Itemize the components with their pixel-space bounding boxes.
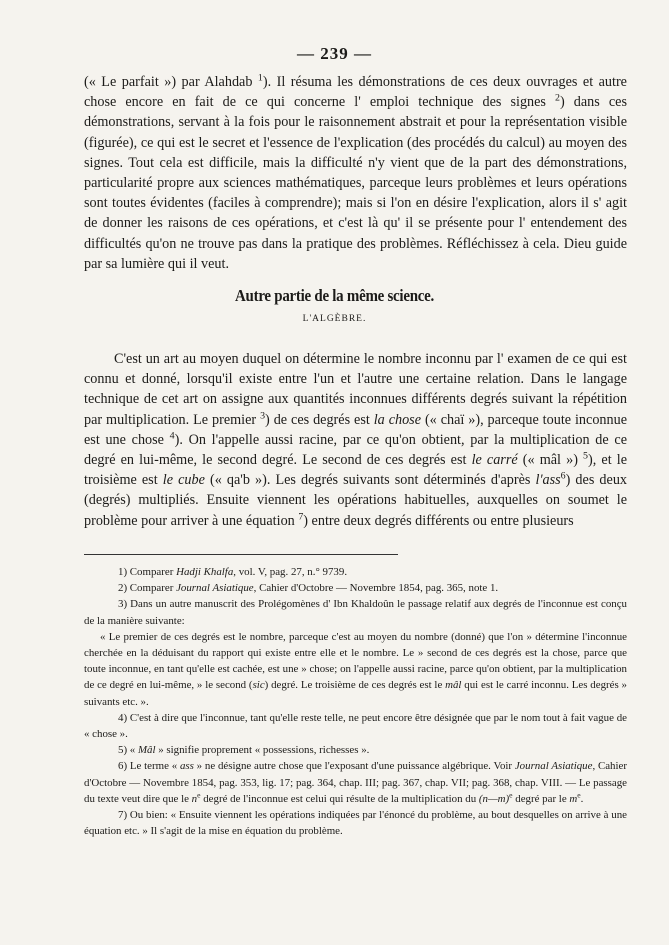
italic-term: la chose	[373, 411, 422, 428]
footnote-2	[84, 580, 627, 596]
paragraph-continuation	[84, 72, 627, 274]
footnote-ref-2: 2	[555, 92, 560, 104]
section-subheading: L'ALGÈBRE.	[302, 314, 367, 324]
footnote-ref-1: 1	[257, 72, 263, 84]
text-run: ) dans ces démonstrations, servant à la fois pour le raisonnement abstrait et pour la représentation visible (figurée), ce qui est le secret et l'essence de l'explication (des procédés du calcul) au moyen des signes. Tout cela est difficile, mais la difficulté n'y vient que de la part des démonstrations, particularité propre aux sciences mathématiques, parceque leurs problèmes et leurs opérations sont toutes évidentes (faciles à comprendre); mais si l'on en désire l'explication, alors il s' agit de donner les raisons de ces opérations, et c'est là qu' il se présente pour l' entendement des difficultés qu'on ne trouve pas dans la pratique des problèmes. Réfléchissez à cela. Dieu guide par sa lumière qui il veut.	[84, 94, 627, 272]
superscript: e	[197, 790, 201, 800]
text-run: ) entre deux degrés différents ou entre plusieurs	[303, 512, 574, 529]
footnote-6	[84, 758, 627, 807]
text-run: , Cahier d'Octobre — Novembre 1854, pag. 365, note 1.	[253, 582, 499, 595]
footnote-ref-3: 3	[260, 409, 266, 421]
text-run: (« qa'b »). Les degrés suivants sont déterminés d'après	[204, 472, 536, 489]
text-run: ). On l'appelle aussi racine, par ce qu'on obtient, par la multiplication de ce degré en lui-même, le second degré. Le second de ces degrés est	[84, 431, 627, 469]
text-run: C'est un art au moyen duquel on détermine le nombre inconnu par l' examen de ce qui est connu et donné, lorsqu'il existe entre l'un et l'autre une certaine relation. Dans le langage technique de cet art on assigne aux quantités inconnues différents degrés suivant la répétition par multiplication. Le premier	[84, 351, 627, 428]
footnote-4: 4) C'est à dire que l'inconnue, tant qu'elle reste telle, ne peut encore être désignée que par le nom tout à fait vague de « chose ».	[84, 711, 627, 741]
text-run: « Le premier de ces degrés est le nombre, parceque c'est au moyen du nombre (donné) que l'on » détermine l'inconnue cherchée en la déduisant du rapport qui existe entre elle et le nombre. Le » second de ces degrés est la chose, parce que toute inconnue, en tant qu'elle est cachée, est une » chose; on l'appelle aussi racine, parce qu'on obtient, par la multiplication de ce degré en lui-même, » le second (	[84, 630, 627, 692]
text-run: » signifie proprement « possessions, richesses ».	[155, 744, 370, 757]
text-run: 1) Comparer	[118, 566, 177, 578]
italic-term: le carré	[471, 452, 518, 469]
italic-term: (n—m)	[478, 792, 510, 805]
superscript: e	[577, 790, 581, 800]
text-run: degré par le	[512, 792, 570, 805]
text-run: (« mâl »)	[517, 452, 584, 469]
footnote-divider	[84, 554, 398, 555]
text-run: ). Il résuma les démonstrations de ces deux ouvrages et autre chose encore en fait de ce qui concerne l' emploi technique des signes	[84, 74, 627, 111]
italic-term: Journal Asiatique	[176, 582, 254, 595]
italic-term: Hadji Khalfa	[176, 566, 234, 578]
text-run: , vol. V, pag. 27, n.° 9739.	[233, 566, 348, 578]
superscript: e	[509, 790, 513, 800]
text-run: 5) «	[118, 744, 138, 757]
text-run: (« chaï »), parceque toute inconnue est une chose	[84, 411, 627, 448]
text-run: ), et le troisième est	[84, 452, 627, 489]
footnote-ref-4: 4	[169, 430, 175, 442]
text-run: 6) Le terme «	[118, 760, 180, 773]
text-run: , Cahier d'Octobre — Novembre 1854, pag. 353, lig. 17; pag. 364, chap. III; pag. 367, chap. VII; pag. 368, chap. VIII. — Le passage du texte veut dire que le	[84, 760, 627, 805]
text-run: degré de l'inconnue est celui qui résulte de la multiplication du	[200, 792, 479, 805]
italic-term: Journal Asiatique	[514, 760, 593, 773]
paragraph-algebra	[84, 349, 627, 531]
section-heading: Autre partie de la même science.	[235, 286, 434, 305]
text-run: ) degré. Le troisième de ces degrés est le	[264, 679, 446, 692]
footnote-3: 3) Dans un autre manuscrit des Prolégomènes d' Ibn Khaldoûn le passage relatif aux degrés de l'inconnue est conçu de la manière suivante:	[84, 598, 627, 627]
italic-term: m	[569, 792, 578, 805]
footnote-3-quote	[84, 629, 627, 710]
text-run: ) de ces degrés est	[265, 411, 374, 428]
text-run: ) des deux (degrés) multipliés. Ensuite viennent les opérations habituelles, auxquelles on soumet le problème pour arriver à une équation	[84, 472, 628, 529]
italic-term: mâl	[445, 679, 462, 692]
italic-term: Mâl	[137, 744, 156, 757]
text-run: .	[580, 792, 584, 805]
footnote-5	[84, 742, 627, 758]
italic-term: l'ass	[535, 472, 561, 489]
text-run: qui est le carré inconnu. Les degrés » suivants etc. ».	[84, 679, 627, 708]
text-run: 2) Comparer	[118, 582, 177, 595]
footnote-1	[84, 564, 627, 580]
italic-term: n	[191, 792, 198, 805]
italic-term: ass	[179, 760, 194, 773]
text-run: (« Le parfait ») par Alahdab	[84, 74, 258, 90]
page-number: — 239 —	[297, 44, 372, 63]
text-run: » ne désigne autre chose que l'exposant d'une puissance algébrique. Voir	[193, 760, 515, 773]
italic-term: sic	[252, 679, 265, 692]
footnote-ref-6: 6	[560, 470, 566, 482]
footnote-7: 7) Ou bien: « Ensuite viennent les opérations indiquées par l'énoncé du problème, au bout desquelles on arrive à une équation etc. » Il s'agit de la mise en équation du problème.	[84, 809, 627, 838]
footnote-ref-5: 5	[583, 450, 589, 462]
footnote-ref-7: 7	[298, 510, 304, 522]
footnotes	[84, 564, 627, 839]
italic-term: le cube	[162, 472, 205, 489]
